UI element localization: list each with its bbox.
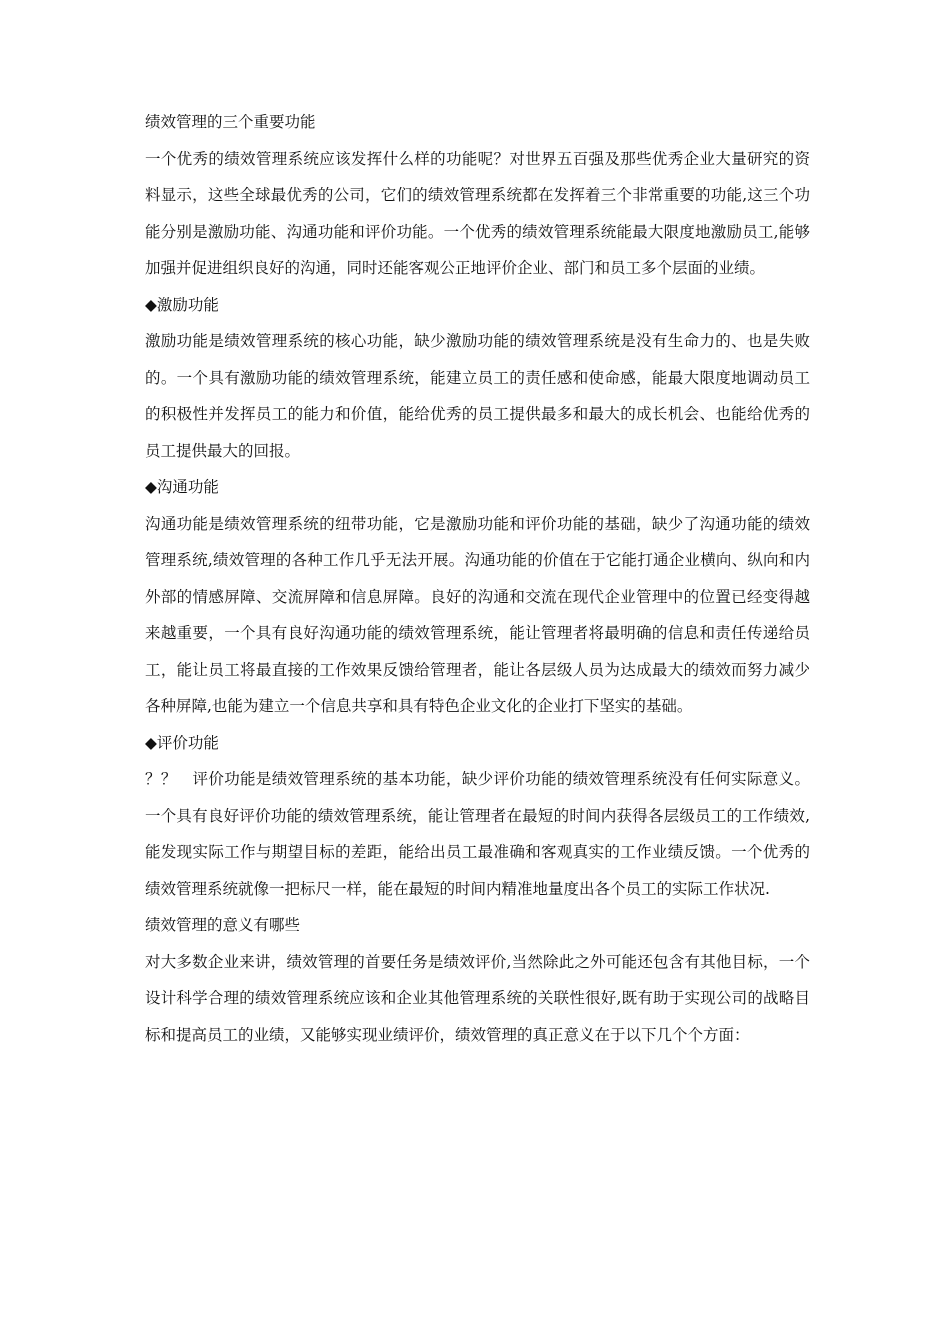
- intro-paragraph: 一个优秀的绩效管理系统应该发挥什么样的功能呢？对世界五百强及那些优秀企业大量研究的资料显示，这些全球最优秀的公司，它们的绩效管理系统都在发挥着三个非常重要的功能,这三个功能分别是激励功能、沟通功能和评价功能。一个优秀的绩效管理系统能最大限度地激励员工,能够加强并促进组织良好的沟通，同时还能客观公正地评价企业、部门和员工多个层面的业绩。: [145, 149, 810, 277]
- evaluation-paragraph: ？？ 评价功能是绩效管理系统的基本功能，缺少评价功能的绩效管理系统没有任何实际意义。一个具有良好评价功能的绩效管理系统，能让管理者在最短的时间内获得各层级员工的工作绩效,能发现实际工作与期望目标的差距，能给出员工最准确和客观真实的工作业绩反馈。一个优秀的绩效管理系统就像一把标尺一样，能在最短的时间内精准地量度出各个员工的实际工作状况.: [145, 770, 810, 898]
- document-body: [145, 104, 810, 1053]
- motivation-title: ◆激励功能: [145, 295, 219, 314]
- heading-meaning: 绩效管理的意义有哪些: [145, 916, 301, 934]
- communication-title: ◆沟通功能: [145, 478, 219, 496]
- heading-three-functions: 绩效管理的三个重要功能: [145, 113, 316, 131]
- motivation-paragraph: 激励功能是绩效管理系统的核心功能，缺少激励功能的绩效管理系统是没有生命力的、也是失败的。一个具有激励功能的绩效管理系统，能建立员工的责任感和使命感，能最大限度地调动员工的积极性并发挥员工的能力和价值，能给优秀的员工提供最多和最大的成长机会、也能给优秀的员工提供最大的回报。: [145, 332, 810, 460]
- meaning-paragraph: 对大多数企业来讲，绩效管理的首要任务是绩效评价,当然除此之外可能还包含有其他目标，一个设计科学合理的绩效管理系统应该和企业其他管理系统的关联性很好,既有助于实现公司的战略目标和提高员工的业绩，又能够实现业绩评价，绩效管理的真正意义在于以下几个个方面：: [145, 952, 810, 1044]
- evaluation-title: ◆评价功能: [145, 733, 219, 752]
- communication-paragraph: 沟通功能是绩效管理系统的纽带功能，它是激励功能和评价功能的基础，缺少了沟通功能的绩效管理系统,绩效管理的各种工作几乎无法开展。沟通功能的价值在于它能打通企业横向、纵向和内外部的情感屏障、交流屏障和信息屏障。良好的沟通和交流在现代企业管理中的位置已经变得越来越重要，一个具有良好沟通功能的绩效管理系统，能让管理者将最明确的信息和责任传递给员工，能让员工将最直接的工作效果反馈给管理者，能让各层级人员为达成最大的绩效而努力减少各种屏障,也能为建立一个信息共享和具有特色企业文化的企业打下坚实的基础。: [145, 514, 810, 715]
